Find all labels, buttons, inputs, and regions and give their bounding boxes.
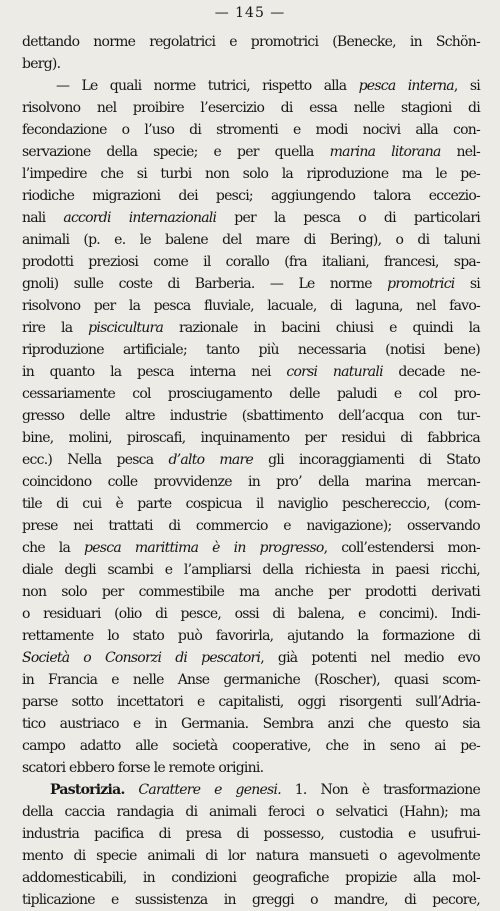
text-fragment: in Francia e nelle Anse germaniche (Roscher), quasi scom- — [22, 672, 480, 688]
text-line — [22, 141, 480, 163]
text-fragment: bine, molini, piroscafi, inquinamento per residui di fabbrica — [22, 430, 480, 446]
italic-phrase: d’alto mare — [168, 452, 254, 468]
text-line — [22, 669, 480, 691]
text-fragment: diale degli scambi e l’ampliarsi della richiesta in paesi ricchi, — [22, 562, 480, 578]
text-fragment: cessariamente col prosciugamento delle paludi e col pro- — [22, 386, 480, 402]
italic-phrase: Carattere e genesi. — [138, 782, 281, 798]
text-fragment: prese nei trattati di commercio e navigazione); osservando — [22, 518, 480, 534]
text-fragment: gresso delle altre industrie (sbattimento dell’acqua con tur- — [22, 408, 480, 424]
text-fragment: dettando norme regolatrici e promotrici (Benecke, in Schön- — [22, 34, 480, 50]
text-line — [22, 735, 480, 757]
text-fragment: gli incoraggiamenti di Stato — [253, 452, 480, 468]
text-fragment: mento di specie animali di lor natura mansueti o agevolmente — [22, 848, 480, 864]
text-fragment: decade ne- — [382, 364, 480, 380]
text-line — [22, 339, 480, 361]
text-line — [22, 537, 480, 559]
text-line — [22, 75, 480, 97]
text-line — [22, 207, 480, 229]
text-fragment: tiplicazione e sussistenza in greggi o mandre, di pecore, — [22, 892, 480, 908]
text-fragment: parse sotto incettatori e capitalisti, oggi risorgenti sull’Adria- — [22, 694, 480, 710]
text-fragment: risolvono nel proibire l’esercizio di essa nelle stagioni di — [22, 100, 480, 116]
text-fragment: nel- — [440, 144, 480, 160]
text-fragment: addomesticabili, in condizioni geografiche propizie alla mol- — [22, 870, 480, 886]
text-fragment: si — [454, 276, 480, 292]
text-fragment: rire la — [22, 320, 89, 336]
text-line — [22, 427, 480, 449]
text-line — [22, 757, 480, 779]
text-line — [22, 449, 480, 471]
text-fragment: nali — [22, 210, 64, 226]
text-body — [22, 31, 480, 911]
text-line — [22, 779, 480, 801]
text-fragment: scatori ebbero forse le remote origini. — [22, 760, 264, 776]
text-line — [22, 691, 480, 713]
text-fragment: per la pesca o di particolari — [216, 210, 480, 226]
text-line — [22, 471, 480, 493]
text-line — [22, 515, 480, 537]
section-heading: Pastorizia. — [50, 782, 125, 798]
text-fragment — [125, 782, 139, 798]
text-fragment: 1. Non è trasformazione — [280, 782, 480, 798]
italic-phrase: promotrici — [387, 276, 455, 292]
text-fragment: campo adatto alle società cooperative, che in seno ai pe- — [22, 738, 480, 754]
text-line — [22, 119, 480, 141]
text-line — [22, 163, 480, 185]
text-line — [22, 251, 480, 273]
italic-phrase: marina litorana — [329, 144, 441, 160]
text-fragment: tico austriaco e in Germania. Sembra anzi che questo sia — [22, 716, 480, 732]
text-fragment: gnoli) sulle coste di Barberia. — Le norme — [22, 276, 388, 292]
text-line — [22, 229, 480, 251]
italic-phrase: corsi naturali — [286, 364, 383, 380]
text-line — [22, 867, 480, 889]
text-fragment: non solo per commestibile ma anche per prodotti derivati — [22, 584, 480, 600]
text-fragment: l’impedire che si turbi non solo la riproduzione ma le pe- — [22, 166, 480, 182]
text-line — [22, 559, 480, 581]
text-fragment: — Le quali norme tutrici, rispetto alla — [56, 78, 359, 94]
text-line — [22, 405, 480, 427]
text-line — [22, 647, 480, 669]
text-line — [22, 317, 480, 339]
text-line — [22, 361, 480, 383]
text-fragment: in quanto la pesca interna nei — [22, 364, 287, 380]
text-fragment: riproduzione artificiale; tanto più necessaria (notisi bene) — [22, 342, 480, 358]
text-line — [22, 603, 480, 625]
text-fragment: servazione della specie; e per quella — [22, 144, 330, 160]
text-fragment: della caccia randagia di animali feroci o selvatici (Hahn); ma — [22, 804, 480, 820]
text-line — [22, 53, 480, 75]
text-line — [22, 31, 480, 53]
text-fragment: razionale in bacini chiusi e quindi la — [163, 320, 481, 336]
text-line — [22, 97, 480, 119]
text-fragment: ecc.) Nella pesca — [22, 452, 169, 468]
italic-phrase: accordi internazionali — [63, 210, 217, 226]
text-fragment: , si — [453, 78, 481, 94]
italic-phrase: piscicultura — [88, 320, 164, 336]
text-line — [22, 581, 480, 603]
text-fragment: , coll’estendersi mon- — [323, 540, 480, 556]
text-line — [22, 383, 480, 405]
text-fragment: fecondazione o l’uso di stromenti e modi nocivi alla con- — [22, 122, 480, 138]
text-fragment: riodiche migrazioni dei pesci; aggiungendo talora eccezio- — [22, 188, 480, 204]
text-fragment: animali (p. e. le balene del mare di Bering), o di taluni — [22, 232, 480, 248]
text-fragment: o residuari (olio di pesce, ossi di balena, e concimi). Indi- — [22, 606, 480, 622]
text-line — [22, 295, 480, 317]
text-line — [22, 845, 480, 867]
text-fragment: , già potenti nel medio evo — [260, 650, 480, 666]
text-fragment: rettamente lo stato può favorirla, ajutando la formazione di — [22, 628, 480, 644]
text-line — [22, 185, 480, 207]
italic-phrase: pesca interna — [358, 78, 454, 94]
text-fragment: prodotti preziosi come il corallo (fra italiani, francesi, spa- — [22, 254, 480, 270]
italic-phrase: pesca marittima è in progresso — [84, 540, 324, 556]
text-line — [22, 889, 480, 911]
italic-phrase: Società o Consorzi di pescatori — [22, 650, 261, 666]
text-fragment: risolvono per la pesca fluviale, lacuale, di laguna, nel favo- — [22, 298, 480, 314]
text-line — [22, 713, 480, 735]
text-fragment: industria pacifica di presa di possesso, custodia e usufrui- — [22, 826, 480, 842]
text-fragment: berg). — [22, 56, 61, 72]
text-line — [22, 625, 480, 647]
text-fragment: coincidono colle provvidenze in pro’ della marina mercan- — [22, 474, 480, 490]
text-fragment: che la — [22, 540, 85, 556]
text-line — [22, 493, 480, 515]
text-fragment: tile di cui è parte cospicua il naviglio peschereccio, (com- — [22, 496, 480, 512]
text-line — [22, 823, 480, 845]
text-line — [22, 801, 480, 823]
text-line — [22, 273, 480, 295]
page-number: — 145 — — [214, 5, 286, 21]
